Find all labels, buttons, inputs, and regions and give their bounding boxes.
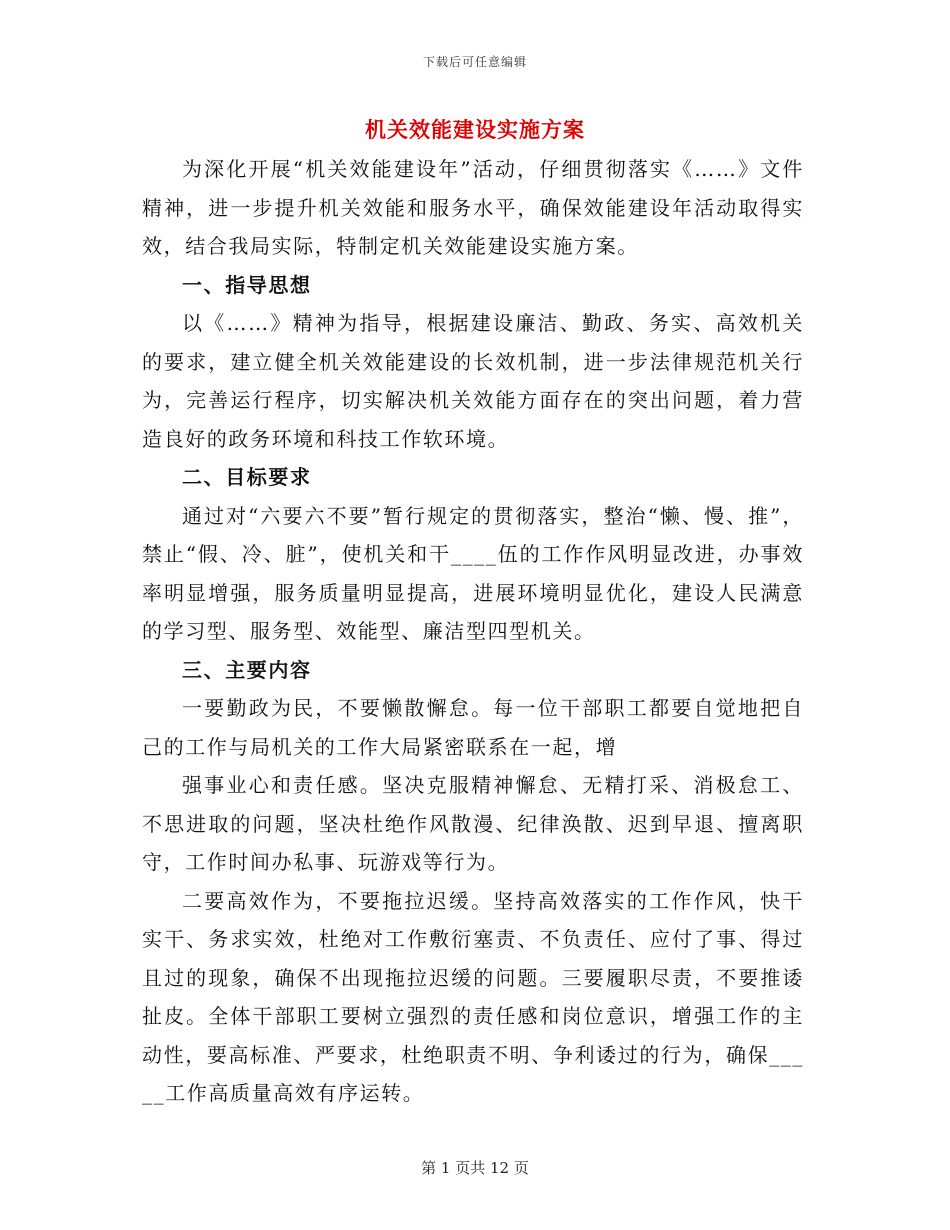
section-heading-goals: 二、目标要求: [182, 465, 312, 489]
intro-paragraph: 为深化开展“机关效能建设年”活动，仔细贯彻落实《……》文件精神，进一步提升机关效能和服务水平，确保效能建设年活动取得实效，结合我局实际，特制定机关效能建设实施方案。: [142, 157, 804, 258]
document-title: 机关效能建设实施方案: [365, 117, 585, 142]
main-content-paragraph-1: 一要勤政为民，不要懒散懈怠。每一位干部职工都要自觉地把自己的工作与局机关的工作大局紧密联系在一起，增: [142, 696, 804, 759]
main-content-paragraph-2: 强事业心和责任感。坚决克服精神懈怠、无精打采、消极怠工、不思进取的问题，坚决杜绝作风散漫、纪律涣散、迟到早退、擅离职守，工作时间办私事、玩游戏等行为。: [142, 773, 804, 874]
document-body: [142, 150, 804, 1113]
section-guiding-ideology-body: 以《……》精神为指导，根据建设廉洁、勤政、务实、高效机关的要求，建立健全机关效能建设的长效机制，进一步法律规范机关行为，完善运行程序，切实解决机关效能方面存在的突出问题，着力营造良好的政务环境和科技工作软环境。: [142, 311, 804, 451]
section-heading-main-content: 三、主要内容: [182, 657, 312, 682]
section-heading-guiding-ideology: 一、指导思想: [182, 272, 312, 297]
section-goals-body: 通过对“六要六不要”暂行规定的贯彻落实，整治“懒、慢、推”，禁止“假、冷、脏”，使机关和干____伍的工作作风明显改进，办事效率明显增强，服务质量明显提高，进展环境明显优化，建设人民满意的学习型、服务型、效能型、廉洁型四型机关。: [142, 503, 804, 643]
page-number: 第 1 页共 12 页: [421, 1159, 529, 1177]
header-note: 下载后可任意编辑: [422, 55, 527, 69]
main-content-paragraph-3: 二要高效作为，不要拖拉迟缓。坚持高效落实的工作作风，快干实干、务求实效，杜绝对工作敷衍塞责、不负责任、应付了事、得过且过的现象，确保不出现拖拉迟缓的问题。三要履职尽责，不要推诿扯皮。全体干部职工要树立强烈的责任感和岗位意识，增强工作的主动性，要高标准、严要求，杜绝职责不明、争利诿过的行为，确保_____工作高质量高效有序运转。: [142, 888, 804, 1105]
